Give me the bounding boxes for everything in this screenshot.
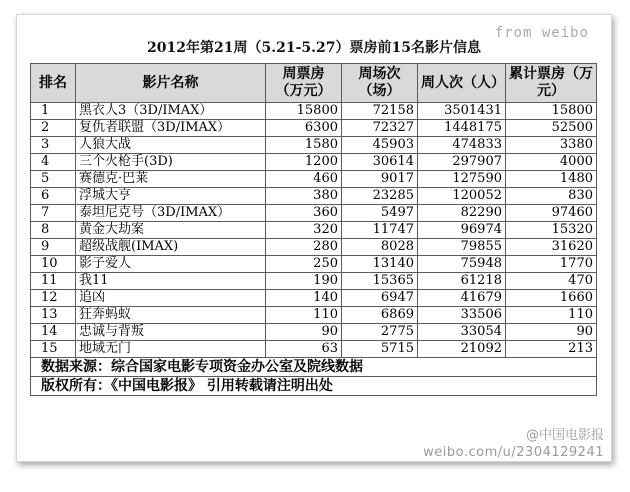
cell-weekly-admissions: 33506 xyxy=(418,307,506,324)
cell-weekly-gross: 460 xyxy=(266,171,342,188)
cell-weekly-admissions: 474833 xyxy=(418,137,506,154)
table-title: 2012年第21周（5.21-5.27）票房前15名影片信息 xyxy=(147,40,481,56)
cell-film-name: 人狼大战 xyxy=(76,137,266,154)
table-row xyxy=(31,341,597,358)
cell-film-name: 地域无门 xyxy=(76,341,266,358)
table-row xyxy=(31,188,597,205)
cell-weekly-admissions: 79855 xyxy=(418,239,506,256)
cell-weekly-admissions: 127590 xyxy=(418,171,506,188)
cell-weekly-gross: 1200 xyxy=(266,154,342,171)
cell-weekly-gross: 190 xyxy=(266,273,342,290)
cell-weekly-gross: 6300 xyxy=(266,120,342,137)
table-row xyxy=(31,273,597,290)
cell-weekly-screenings: 72327 xyxy=(342,120,418,137)
cell-rank: 5 xyxy=(31,171,76,188)
cell-rank: 8 xyxy=(31,222,76,239)
table-row xyxy=(31,222,597,239)
box-office-table xyxy=(30,63,597,396)
cell-film-name: 忠诚与背叛 xyxy=(76,324,266,341)
cell-weekly-gross: 63 xyxy=(266,341,342,358)
cell-weekly-gross: 320 xyxy=(266,222,342,239)
cell-weekly-screenings: 6869 xyxy=(342,307,418,324)
table-row xyxy=(31,290,597,307)
cell-cumulative-gross: 90 xyxy=(506,324,597,341)
cell-rank: 2 xyxy=(31,120,76,137)
table-row xyxy=(31,256,597,273)
cell-cumulative-gross: 1770 xyxy=(506,256,597,273)
cell-film-name: 复仇者联盟（3D/IMAX） xyxy=(76,120,266,137)
cell-cumulative-gross: 3380 xyxy=(506,137,597,154)
cell-weekly-screenings: 8028 xyxy=(342,239,418,256)
cell-rank: 14 xyxy=(31,324,76,341)
table-image-frame xyxy=(16,14,612,462)
cell-weekly-gross: 1580 xyxy=(266,137,342,154)
cell-cumulative-gross: 1660 xyxy=(506,290,597,307)
cell-weekly-screenings: 6947 xyxy=(342,290,418,307)
weibo-url-watermark: weibo.com/u/2304129241 xyxy=(423,445,604,460)
cell-film-name: 赛德克·巴莱 xyxy=(76,171,266,188)
cell-film-name: 黄金大劫案 xyxy=(76,222,266,239)
cell-film-name: 浮城大亨 xyxy=(76,188,266,205)
cell-rank: 4 xyxy=(31,154,76,171)
weibo-watermark-top: from weibo xyxy=(494,25,589,41)
cell-weekly-screenings: 2775 xyxy=(342,324,418,341)
cell-cumulative-gross: 213 xyxy=(506,341,597,358)
cell-rank: 6 xyxy=(31,188,76,205)
cell-weekly-gross: 280 xyxy=(266,239,342,256)
footer-copyright-row xyxy=(31,377,597,396)
cell-cumulative-gross: 15800 xyxy=(506,103,597,120)
cell-weekly-screenings: 5715 xyxy=(342,341,418,358)
cell-film-name: 泰坦尼克号（3D/IMAX） xyxy=(76,205,266,222)
cell-weekly-admissions: 120052 xyxy=(418,188,506,205)
cell-cumulative-gross: 470 xyxy=(506,273,597,290)
table-row xyxy=(31,307,597,324)
cell-weekly-admissions: 1448175 xyxy=(418,120,506,137)
cell-weekly-admissions: 21092 xyxy=(418,341,506,358)
cell-weekly-admissions: 61218 xyxy=(418,273,506,290)
cell-weekly-screenings: 9017 xyxy=(342,171,418,188)
cell-weekly-screenings: 72158 xyxy=(342,103,418,120)
cell-weekly-screenings: 5497 xyxy=(342,205,418,222)
weibo-handle-watermark: @中国电影报 xyxy=(525,428,604,443)
table-row xyxy=(31,137,597,154)
header-weekly-admissions: 周人次（人） xyxy=(418,64,506,103)
header-cumulative-gross: 累计票房（万元） xyxy=(506,64,597,103)
cell-weekly-screenings: 11747 xyxy=(342,222,418,239)
cell-rank: 13 xyxy=(31,307,76,324)
header-film-name: 影片名称 xyxy=(76,64,266,103)
table-header-row xyxy=(31,64,597,103)
cell-film-name: 影子爱人 xyxy=(76,256,266,273)
footer-copyright: 版权所有：《中国电影报》 引用转载请注明出处 xyxy=(31,377,597,396)
table-row xyxy=(31,120,597,137)
cell-film-name: 狂奔蚂蚁 xyxy=(76,307,266,324)
cell-weekly-screenings: 30614 xyxy=(342,154,418,171)
cell-film-name: 黑衣人3（3D/IMAX） xyxy=(76,103,266,120)
cell-weekly-gross: 360 xyxy=(266,205,342,222)
header-weekly-screenings: 周场次（场） xyxy=(342,64,418,103)
cell-weekly-screenings: 13140 xyxy=(342,256,418,273)
cell-weekly-screenings: 23285 xyxy=(342,188,418,205)
table-row xyxy=(31,171,597,188)
cell-weekly-gross: 90 xyxy=(266,324,342,341)
cell-rank: 10 xyxy=(31,256,76,273)
cell-rank: 15 xyxy=(31,341,76,358)
cell-weekly-admissions: 82290 xyxy=(418,205,506,222)
cell-rank: 3 xyxy=(31,137,76,154)
cell-cumulative-gross: 4000 xyxy=(506,154,597,171)
cell-cumulative-gross: 1480 xyxy=(506,171,597,188)
cell-weekly-gross: 380 xyxy=(266,188,342,205)
cell-weekly-admissions: 33054 xyxy=(418,324,506,341)
header-weekly-gross: 周票房（万元） xyxy=(266,64,342,103)
cell-cumulative-gross: 97460 xyxy=(506,205,597,222)
cell-rank: 1 xyxy=(31,103,76,120)
cell-weekly-screenings: 15365 xyxy=(342,273,418,290)
cell-weekly-admissions: 96974 xyxy=(418,222,506,239)
cell-film-name: 追凶 xyxy=(76,290,266,307)
cell-cumulative-gross: 31620 xyxy=(506,239,597,256)
table-row xyxy=(31,205,597,222)
cell-rank: 12 xyxy=(31,290,76,307)
header-rank: 排名 xyxy=(31,64,76,103)
cell-weekly-admissions: 75948 xyxy=(418,256,506,273)
cell-weekly-gross: 140 xyxy=(266,290,342,307)
cell-weekly-gross: 250 xyxy=(266,256,342,273)
cell-weekly-admissions: 41679 xyxy=(418,290,506,307)
cell-film-name: 我11 xyxy=(76,273,266,290)
cell-weekly-screenings: 45903 xyxy=(342,137,418,154)
cell-rank: 11 xyxy=(31,273,76,290)
cell-film-name: 超级战舰(IMAX) xyxy=(76,239,266,256)
cell-rank: 9 xyxy=(31,239,76,256)
table-row xyxy=(31,103,597,120)
cell-cumulative-gross: 52500 xyxy=(506,120,597,137)
table-row xyxy=(31,154,597,171)
cell-weekly-admissions: 297907 xyxy=(418,154,506,171)
cell-cumulative-gross: 830 xyxy=(506,188,597,205)
footer-source-row xyxy=(31,358,597,377)
cell-cumulative-gross: 110 xyxy=(506,307,597,324)
footer-source: 数据来源：综合国家电影专项资金办公室及院线数据 xyxy=(31,358,597,377)
table-row xyxy=(31,239,597,256)
cell-weekly-gross: 110 xyxy=(266,307,342,324)
cell-film-name: 三个火枪手(3D) xyxy=(76,154,266,171)
cell-weekly-admissions: 3501431 xyxy=(418,103,506,120)
table-row xyxy=(31,324,597,341)
cell-cumulative-gross: 15320 xyxy=(506,222,597,239)
cell-weekly-gross: 15800 xyxy=(266,103,342,120)
cell-rank: 7 xyxy=(31,205,76,222)
